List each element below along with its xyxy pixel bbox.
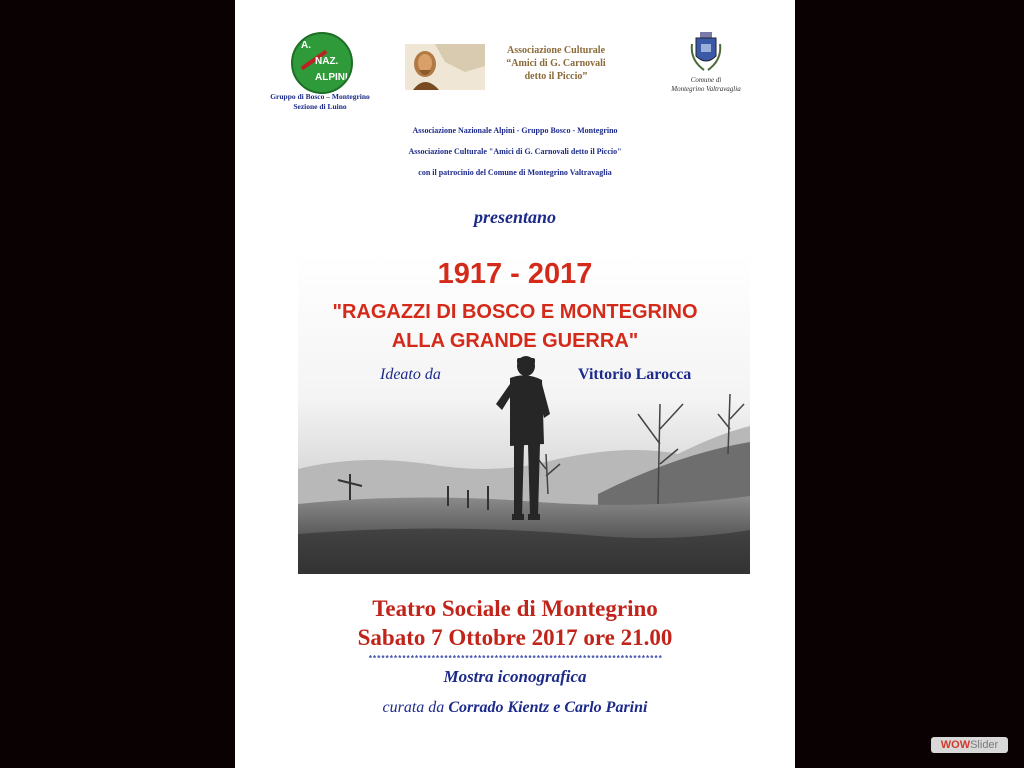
assoc-line1: Associazione Culturale (506, 45, 606, 56)
event-years: 1917 - 2017 (437, 258, 593, 290)
watermark-part2: Slider (970, 739, 999, 751)
curators-line (235, 699, 795, 717)
alpini-caption-line1: Gruppo di Bosco – Montegrino (270, 92, 370, 101)
presentano-heading: presentano (473, 207, 556, 227)
assoc-line3: detto il Piccio” (524, 71, 588, 82)
poster (235, 0, 795, 768)
portrait-icon (405, 44, 485, 90)
event-title-line2: ALLA GRANDE GUERRA" (391, 330, 639, 352)
organizer-line: con il patrocinio del Comune di Montegrino Valtravaglia (418, 168, 612, 177)
assoc-line2: “Amici di G. Carnovali (506, 58, 606, 69)
logo-text-3: ALPINI (315, 72, 348, 83)
organizers (235, 124, 795, 187)
venue-text: Teatro Sociale di Montegrino (372, 596, 658, 621)
author-name: Vittorio Larocca (578, 366, 692, 383)
comune-line1: Comune di (690, 76, 722, 84)
comune-line2: Montegrino Valtravaglia (671, 85, 741, 93)
star-separator: ********************************************************************** (367, 655, 663, 664)
ideato-label: Ideato da (380, 366, 441, 383)
curators-names: Corrado Kientz e Carlo Parini (448, 699, 648, 716)
organizer-line: Associazione Nazionale Alpini - Gruppo Bosco - Montegrino (412, 126, 618, 135)
event-title-line1: "RAGAZZI DI BOSCO E MONTEGRINO (332, 301, 698, 323)
alpini-logo-icon (291, 32, 353, 94)
organizer-line: Associazione Culturale "Amici di G. Carnovali detto il Piccio" (408, 147, 622, 156)
association-logo-text (497, 44, 615, 83)
watermark-part1: WOW (940, 739, 971, 751)
curators-prefix: curata da (382, 699, 449, 716)
alpini-caption (257, 92, 383, 112)
exhibition-title: Mostra iconografica (443, 667, 587, 686)
wowslider-watermark[interactable] (931, 737, 1008, 753)
comune-caption (663, 76, 749, 94)
logo-text-1: A. (301, 40, 311, 51)
alpini-caption-line2: Sezione di Luino (293, 102, 347, 111)
event-date: Sabato 7 Ottobre 2017 ore 21.00 (357, 625, 673, 650)
logo-text-2: NAZ. (315, 56, 339, 67)
coat-of-arms-icon (689, 30, 723, 74)
